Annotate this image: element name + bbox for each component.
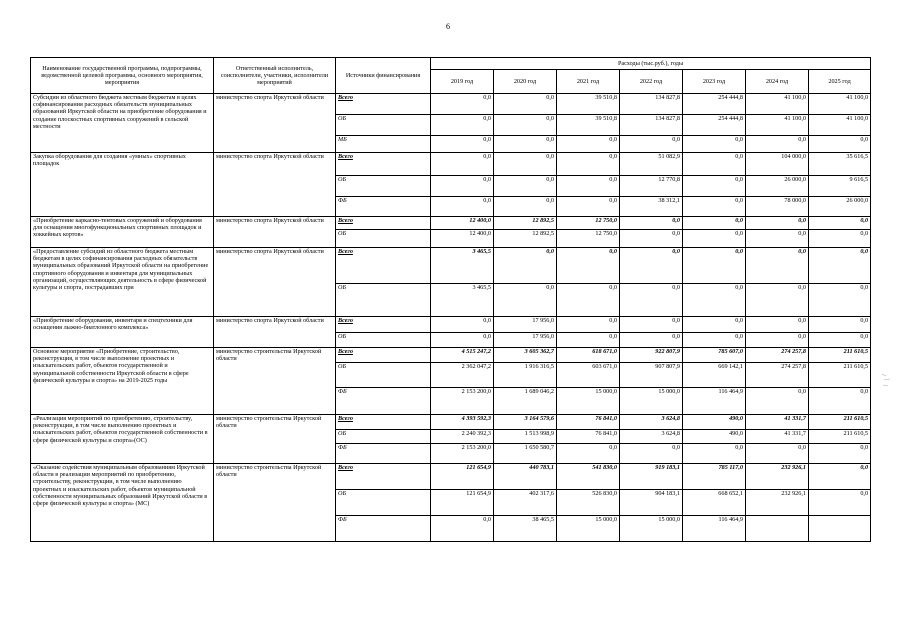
amount-cell: 0,0: [557, 136, 620, 153]
executor: министерство спорта Иркутской области: [214, 248, 336, 317]
amount-cell: 904 183,1: [620, 490, 683, 516]
measure-name: «Предоставление субсидий из областного бюджета местным бюджетам в целях софинансирования расходных обязательств муниципальных образований Иркутской области на приобретение спортивного оборудования и инвентаря для муниципальных организаций, осуществляющих деятельность в сфере физической культуры и спорта, пострадавших при: [31, 248, 214, 317]
amount-cell: 0,0: [494, 284, 557, 317]
amount-cell: 526 830,0: [557, 490, 620, 516]
amount-cell: 211 610,5: [809, 415, 871, 430]
table-row: [31, 415, 871, 430]
amount-cell: 669 142,1: [683, 363, 746, 388]
amount-cell: 0,0: [683, 136, 746, 153]
amount-cell: 0,0: [683, 333, 746, 348]
header-year: 2023 год: [683, 70, 746, 94]
amount-cell: 0,0: [620, 217, 683, 230]
amount-cell: 274 257,8: [746, 348, 809, 363]
amount-cell: 41 100,0: [809, 115, 871, 136]
header-year: 2021 год: [557, 70, 620, 94]
amount-cell: 0,0: [557, 317, 620, 333]
amount-cell: 0,0: [620, 317, 683, 333]
amount-cell: 12 770,8: [620, 176, 683, 197]
measure-name: «Оказание содействия муниципальным образованиям Иркутской области в реализации мероприятий по приобретению, строительству, реконструкции, в том числе выполнению проектных и изыскательских работ, объектов муниципальной собственности муниципальных образований Иркутской области в сфере физической культуры и спорта» (МС): [31, 464, 214, 542]
amount-cell: 9 616,5: [809, 176, 871, 197]
amount-cell: 17 956,0: [494, 317, 557, 333]
amount-cell: 15 000,0: [620, 516, 683, 542]
funding-source: ФБ: [336, 197, 431, 217]
measure-name: «Приобретение оборудования, инвентаря и спецтехники для оснащения лыжно-биатлонного комплекса»: [31, 317, 214, 348]
amount-cell: 402 317,6: [494, 490, 557, 516]
funding-source: ОБ: [336, 230, 431, 248]
amount-cell: 3 465,5: [431, 284, 494, 317]
amount-cell: 0,0: [431, 136, 494, 153]
amount-cell: 922 807,9: [620, 348, 683, 363]
funding-source: ОБ: [336, 430, 431, 444]
amount-cell: 0,0: [620, 248, 683, 284]
executor: министерство спорта Иркутской области: [214, 94, 336, 153]
amount-cell: 0,0: [431, 317, 494, 333]
amount-cell: 0,0: [809, 230, 871, 248]
scan-artifact: [880, 370, 894, 390]
executor: министерство спорта Иркутской области: [214, 317, 336, 348]
executor: министерство строительства Иркутской области: [214, 348, 336, 415]
amount-cell: 0,0: [494, 197, 557, 217]
amount-cell: 0,0: [683, 217, 746, 230]
amount-cell: 0,0: [746, 230, 809, 248]
header-year: 2019 год: [431, 70, 494, 94]
amount-cell: 541 830,0: [557, 464, 620, 490]
amount-cell: 12 400,0: [431, 230, 494, 248]
amount-cell: 0,0: [494, 94, 557, 115]
amount-cell: 3 624,8: [620, 415, 683, 430]
amount-cell: 0,0: [494, 176, 557, 197]
amount-cell: 3 465,5: [431, 248, 494, 284]
amount-cell: 0,0: [431, 94, 494, 115]
amount-cell: 0,0: [746, 217, 809, 230]
amount-cell: [746, 516, 809, 542]
amount-cell: 121 654,9: [431, 464, 494, 490]
amount-cell: 0,0: [431, 153, 494, 176]
amount-cell: 134 827,8: [620, 94, 683, 115]
header-year: 2020 год: [494, 70, 557, 94]
amount-cell: 603 671,0: [557, 363, 620, 388]
amount-cell: 15 000,0: [557, 516, 620, 542]
amount-cell: 116 464,9: [683, 516, 746, 542]
amount-cell: 3 605 362,7: [494, 348, 557, 363]
funding-source: Всего: [336, 248, 431, 284]
amount-cell: 41 100,0: [746, 115, 809, 136]
amount-cell: 0,0: [494, 115, 557, 136]
amount-cell: 618 671,0: [557, 348, 620, 363]
amount-cell: 254 444,8: [683, 94, 746, 115]
amount-cell: 490,0: [683, 430, 746, 444]
funding-source: ОБ: [336, 333, 431, 348]
executor: министерство строительства Иркутской области: [214, 415, 336, 464]
amount-cell: 0,0: [557, 176, 620, 197]
amount-cell: 0,0: [683, 230, 746, 248]
amount-cell: 211 610,5: [809, 363, 871, 388]
amount-cell: 232 926,1: [746, 464, 809, 490]
amount-cell: 3 624,8: [620, 430, 683, 444]
amount-cell: 0,0: [809, 388, 871, 415]
amount-cell: 41 331,7: [746, 415, 809, 430]
amount-cell: 440 783,1: [494, 464, 557, 490]
funding-source: Всего: [336, 317, 431, 333]
funding-source: ОБ: [336, 363, 431, 388]
amount-cell: 490,0: [683, 415, 746, 430]
amount-cell: 0,0: [431, 516, 494, 542]
amount-cell: 121 654,9: [431, 490, 494, 516]
amount-cell: 1 689 046,2: [494, 388, 557, 415]
measure-name: «Приобретение каркасно-тентовых сооружений и оборудования для оснащения многофункциональных спортивных площадок и хоккейных кортов»: [31, 217, 214, 248]
amount-cell: 17 956,0: [494, 333, 557, 348]
amount-cell: 2 153 200,0: [431, 388, 494, 415]
table-row: [31, 348, 871, 363]
amount-cell: 0,0: [809, 333, 871, 348]
amount-cell: 39 510,8: [557, 115, 620, 136]
amount-cell: 0,0: [683, 444, 746, 464]
amount-cell: 0,0: [809, 284, 871, 317]
table-row: [31, 153, 871, 176]
amount-cell: 211 610,5: [809, 430, 871, 444]
amount-cell: 39 510,8: [557, 94, 620, 115]
amount-cell: 0,0: [809, 444, 871, 464]
measure-name: «Реализация мероприятий по приобретению, строительству, реконструкции, в том числе выполнению проектных и изыскательских работ, объектов государственной собственности в сфере физической культуры и спорта»(ОС): [31, 415, 214, 464]
amount-cell: 41 331,7: [746, 430, 809, 444]
header-executor: Ответственный исполнитель, соисполнители, участники, исполнители мероприятий: [214, 58, 336, 94]
table-row: [31, 317, 871, 333]
budget-table: [30, 57, 871, 542]
amount-cell: 15 000,0: [557, 388, 620, 415]
amount-cell: 0,0: [809, 217, 871, 230]
executor: министерство спорта Иркутской области: [214, 217, 336, 248]
amount-cell: 0,0: [746, 444, 809, 464]
table-row: [31, 248, 871, 284]
amount-cell: 0,0: [620, 136, 683, 153]
amount-cell: 12 750,0: [557, 230, 620, 248]
table-row: [31, 217, 871, 230]
amount-cell: 1 513 998,9: [494, 430, 557, 444]
amount-cell: 0,0: [557, 153, 620, 176]
amount-cell: 15 000,0: [620, 388, 683, 415]
amount-cell: 0,0: [809, 464, 871, 490]
funding-source: Всего: [336, 217, 431, 230]
amount-cell: 0,0: [620, 333, 683, 348]
amount-cell: 0,0: [620, 230, 683, 248]
amount-cell: 12 892,5: [494, 230, 557, 248]
amount-cell: 0,0: [746, 136, 809, 153]
amount-cell: 0,0: [683, 284, 746, 317]
amount-cell: 2 362 047,2: [431, 363, 494, 388]
amount-cell: 12 750,0: [557, 217, 620, 230]
funding-source: ОБ: [336, 284, 431, 317]
table-row: [31, 94, 871, 115]
amount-cell: 1 916 316,5: [494, 363, 557, 388]
amount-cell: 4 515 247,2: [431, 348, 494, 363]
page-number: 6: [446, 22, 450, 31]
amount-cell: 0,0: [557, 248, 620, 284]
header-year: 2022 год: [620, 70, 683, 94]
measure-name: Основное мероприятие «Приобретение, строительство, реконструкция, в том числе выполнение проектных и изыскательских работ, объектов государственной и муниципальной собственности Иркутской области в сфере физической культуры и спорта» на 2019-2025 годы: [31, 348, 214, 415]
header-year: 2025 год: [809, 70, 871, 94]
funding-source: Всего: [336, 153, 431, 176]
funding-source: Всего: [336, 464, 431, 490]
amount-cell: 0,0: [746, 284, 809, 317]
amount-cell: 211 610,5: [809, 348, 871, 363]
funding-source: ФБ: [336, 388, 431, 415]
amount-cell: 0,0: [431, 176, 494, 197]
header-source: Источники финансирования: [336, 58, 431, 94]
amount-cell: 785 607,0: [683, 348, 746, 363]
funding-source: ОБ: [336, 176, 431, 197]
funding-source: ОБ: [336, 490, 431, 516]
amount-cell: 0,0: [809, 136, 871, 153]
amount-cell: 0,0: [431, 115, 494, 136]
table-row: [31, 464, 871, 490]
amount-cell: 0,0: [557, 333, 620, 348]
amount-cell: 0,0: [494, 248, 557, 284]
amount-cell: 0,0: [746, 388, 809, 415]
amount-cell: 116 464,9: [683, 388, 746, 415]
funding-source: ФБ: [336, 516, 431, 542]
amount-cell: 38 465,5: [494, 516, 557, 542]
funding-source: Всего: [336, 94, 431, 115]
amount-cell: 0,0: [683, 176, 746, 197]
funding-source: МБ: [336, 136, 431, 153]
executor: министерство строительства Иркутской области: [214, 464, 336, 542]
amount-cell: 232 926,1: [746, 490, 809, 516]
amount-cell: 38 312,1: [620, 197, 683, 217]
amount-cell: 0,0: [683, 153, 746, 176]
funding-source: ОБ: [336, 115, 431, 136]
amount-cell: 12 892,5: [494, 217, 557, 230]
amount-cell: 919 183,1: [620, 464, 683, 490]
amount-cell: 668 652,1: [683, 490, 746, 516]
amount-cell: 0,0: [683, 317, 746, 333]
header-year: 2024 год: [746, 70, 809, 94]
amount-cell: 0,0: [431, 197, 494, 217]
amount-cell: 78 000,0: [746, 197, 809, 217]
amount-cell: 4 393 592,3: [431, 415, 494, 430]
funding-source: ФБ: [336, 444, 431, 464]
amount-cell: 785 117,0: [683, 464, 746, 490]
amount-cell: [809, 516, 871, 542]
funding-source: Всего: [336, 348, 431, 363]
executor: министерство спорта Иркутской области: [214, 153, 336, 217]
amount-cell: 0,0: [683, 248, 746, 284]
amount-cell: 0,0: [494, 153, 557, 176]
amount-cell: 0,0: [494, 136, 557, 153]
amount-cell: 0,0: [620, 444, 683, 464]
amount-cell: 0,0: [809, 490, 871, 516]
amount-cell: 134 827,8: [620, 115, 683, 136]
amount-cell: 76 841,0: [557, 430, 620, 444]
measure-name: Закупка оборудования для создания «умных» спортивных площадок: [31, 153, 214, 217]
amount-cell: 907 807,9: [620, 363, 683, 388]
amount-cell: 0,0: [620, 284, 683, 317]
amount-cell: 254 444,8: [683, 115, 746, 136]
header-expenses: Расходы (тыс.руб.), годы: [431, 58, 871, 70]
amount-cell: 0,0: [431, 333, 494, 348]
amount-cell: 274 257,8: [746, 363, 809, 388]
amount-cell: 35 616,5: [809, 153, 871, 176]
amount-cell: 0,0: [809, 248, 871, 284]
amount-cell: 0,0: [557, 284, 620, 317]
header-name: Наименование государственной программы, подпрограммы, ведомственной целевой программы, основного мероприятия, мероприятия: [31, 58, 214, 94]
measure-name: Субсидии из областного бюджета местным бюджетам в целях софинансирования расходных обязательств муниципальных образований Иркутской области на приобретение оборудования и создание плоскостных спортивных сооружений в сельской местности: [31, 94, 214, 153]
amount-cell: 0,0: [683, 197, 746, 217]
amount-cell: 0,0: [557, 444, 620, 464]
amount-cell: 0,0: [746, 333, 809, 348]
amount-cell: 2 153 200,0: [431, 444, 494, 464]
amount-cell: 0,0: [809, 317, 871, 333]
amount-cell: 0,0: [746, 248, 809, 284]
amount-cell: 76 841,0: [557, 415, 620, 430]
amount-cell: 0,0: [746, 317, 809, 333]
amount-cell: 12 400,0: [431, 217, 494, 230]
amount-cell: 3 164 579,6: [494, 415, 557, 430]
amount-cell: 41 100,0: [809, 94, 871, 115]
amount-cell: 0,0: [557, 197, 620, 217]
amount-cell: 51 082,9: [620, 153, 683, 176]
amount-cell: 2 240 392,3: [431, 430, 494, 444]
amount-cell: 104 000,0: [746, 153, 809, 176]
funding-source: Всего: [336, 415, 431, 430]
amount-cell: 1 650 580,7: [494, 444, 557, 464]
amount-cell: 26 000,0: [809, 197, 871, 217]
amount-cell: 26 000,0: [746, 176, 809, 197]
amount-cell: 41 100,0: [746, 94, 809, 115]
